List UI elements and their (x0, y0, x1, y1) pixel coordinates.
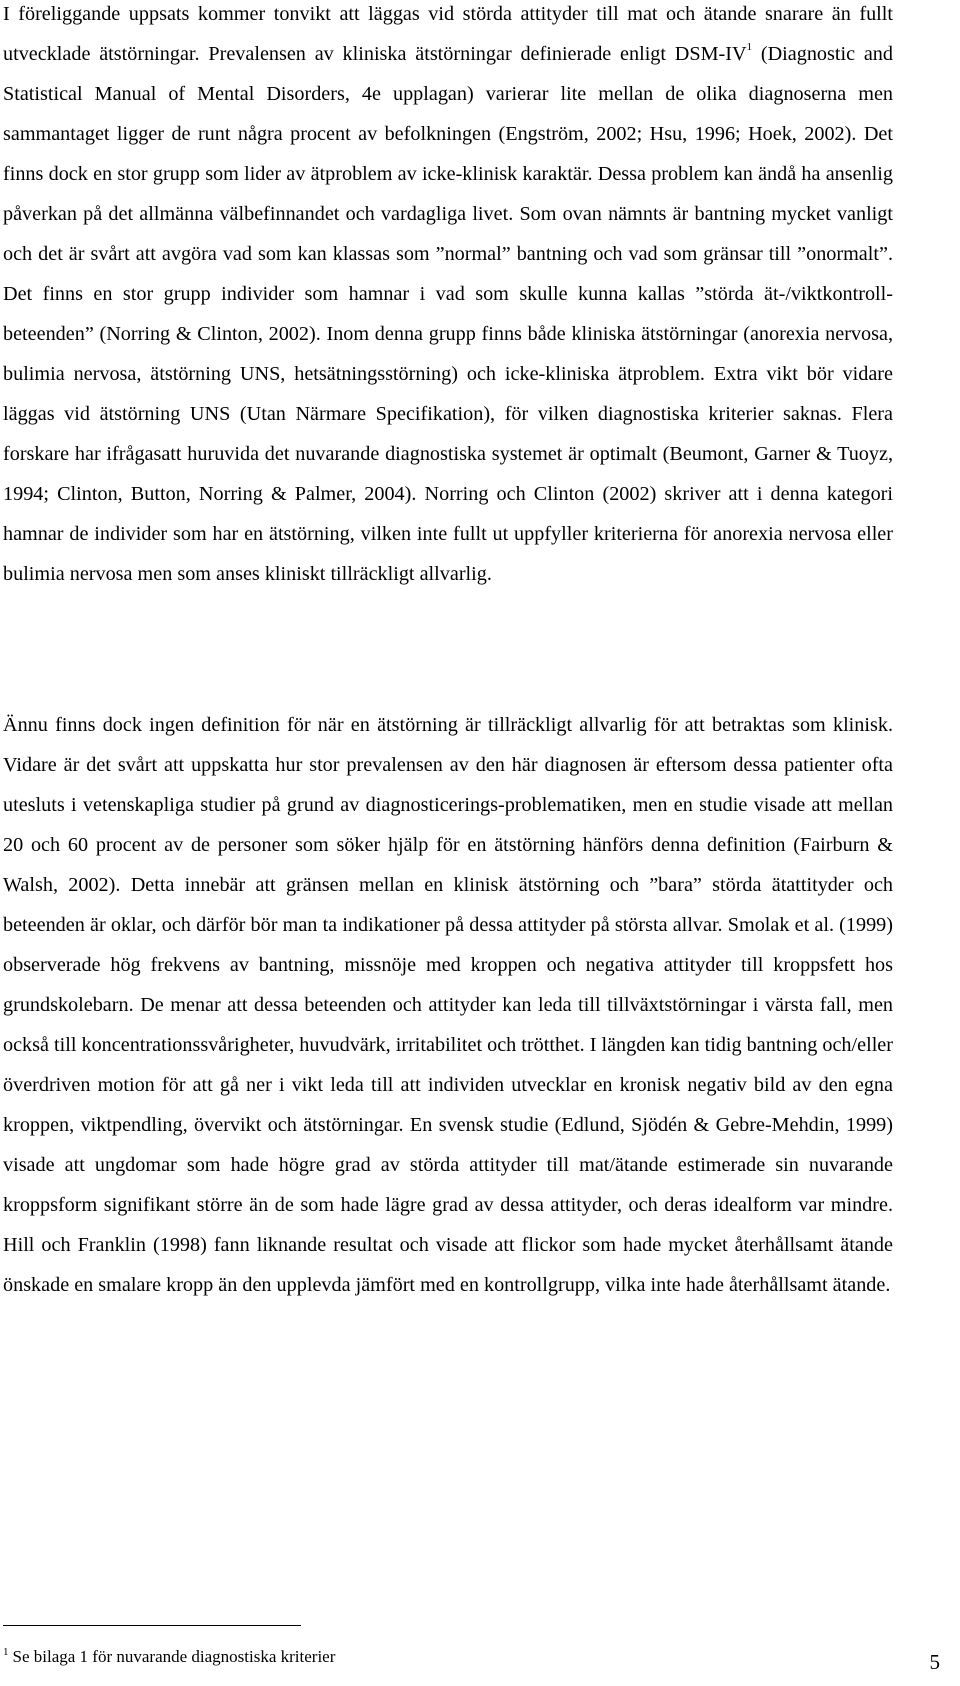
footnote-1 (3, 1646, 335, 1668)
footnote-marker: 1 (3, 1646, 9, 1658)
paragraph-1-text-rest: (Diagnostic and Statistical Manual of Mental Disorders, 4e upplagan) varierar lite mellan de olika diagnoserna men sammantaget ligger de runt några procent av befolkningen (Engström, 2002; Hsu, 1996; Hoek, 2002). Det finns dock en stor grupp som lider av ätproblem av icke-klinisk karaktär. Dessa problem kan ändå ha ansenlig påverkan på det allmänna välbefinnandet och vardagliga livet. Som ovan nämnts är bantning mycket vanligt och det är svårt att avgöra vad som kan klassas som ”normal” bantning och vad som gränsar till ”onormalt”. Det finns en stor grupp individer som hamnar i vad som skulle kunna kallas ”störda ät-/viktkontroll-beteenden” (Norring & Clinton, 2002). Inom denna grupp finns både kliniska ätstörningar (anorexia nervosa, bulimia nervosa, ätstörning UNS, hetsätningsstörning) och icke-kliniska ätproblem. Extra vikt bör vidare läggas vid ätstörning UNS (Utan Närmare Specifikation), för vilken diagnostiska kriterier saknas. Flera forskare har ifrågasatt huruvida det nuvarande diagnostiska systemet är optimalt (Beumont, Garner & Tuoyz, 1994; Clinton, Button, Norring & Palmer, 2004). Norring och Clinton (2002) skriver att i denna kategori hamnar de individer som har en ätstörning, vilken inte fullt ut uppfyller kriterierna för anorexia nervosa eller bulimia nervosa men som anses kliniskt tillräckligt allvarlig. (3, 43, 893, 585)
page-number: 5 (929, 1650, 940, 1674)
footnote-text: Se bilaga 1 för nuvarande diagnostiska kriterier (12, 1647, 336, 1666)
body-paragraph-2: Ännu finns dock ingen definition för när en ätstörning är tillräckligt allvarlig för att betraktas som klinisk. Vidare är det svårt att uppskatta hur stor prevalensen av den här diagnosen är eftersom dessa patienter ofta utesluts i vetenskapliga studier på grund av diagnosticerings-problematiken, men en studie visade att mellan 20 och 60 procent av de personer som söker hjälp för en ätstörning hänförs denna definition (Fairburn & Walsh, 2002). Detta innebär att gränsen mellan en klinisk ätstörning och ”bara” störda ätattityder och beteenden är oklar, och därför bör man ta indikationer på dessa attityder på största allvar. Smolak et al. (1999) observerade hög frekvens av bantning, missnöje med kroppen och negativa attityder till kroppsfett hos grundskolebarn. De menar att dessa beteenden och attityder kan leda till tillväxtstörningar i värsta fall, men också till koncentrationssvårigheter, huvudvärk, irritabilitet och trötthet. I längden kan tidig bantning och/eller överdriven motion för att gå ner i vikt leda till att individen utvecklar en kronisk negativ bild av den egna kroppen, viktpendling, övervikt och ätstörningar. En svensk studie (Edlund, Sjödén & Gebre-Mehdin, 1999) visade att ungdomar som hade högre grad av störda attityder till mat/ätande estimerade sin nuvarande kroppsform signifikant större än de som hade lägre grad av dessa attityder, och deras idealform var mindre. Hill och Franklin (1998) fann liknande resultat och visade att flickor som hade mycket återhållsamt ätande önskade en smalare kropp än den upplevda jämfört med en kontrollgrupp, vilka inte hade återhållsamt ätande. (3, 714, 893, 1296)
paragraph-1-text-start: I föreliggande uppsats kommer tonvikt att läggas vid störda attityder till mat och ätande snarare än fullt utvecklade ätstörningar. Prevalensen av kliniska ätstörningar definierade enligt DSM-IV (3, 3, 893, 65)
footnote-reference-1: 1 (746, 41, 753, 53)
body-paragraph-1 (3, 0, 893, 594)
footnote-separator (3, 1625, 301, 1626)
